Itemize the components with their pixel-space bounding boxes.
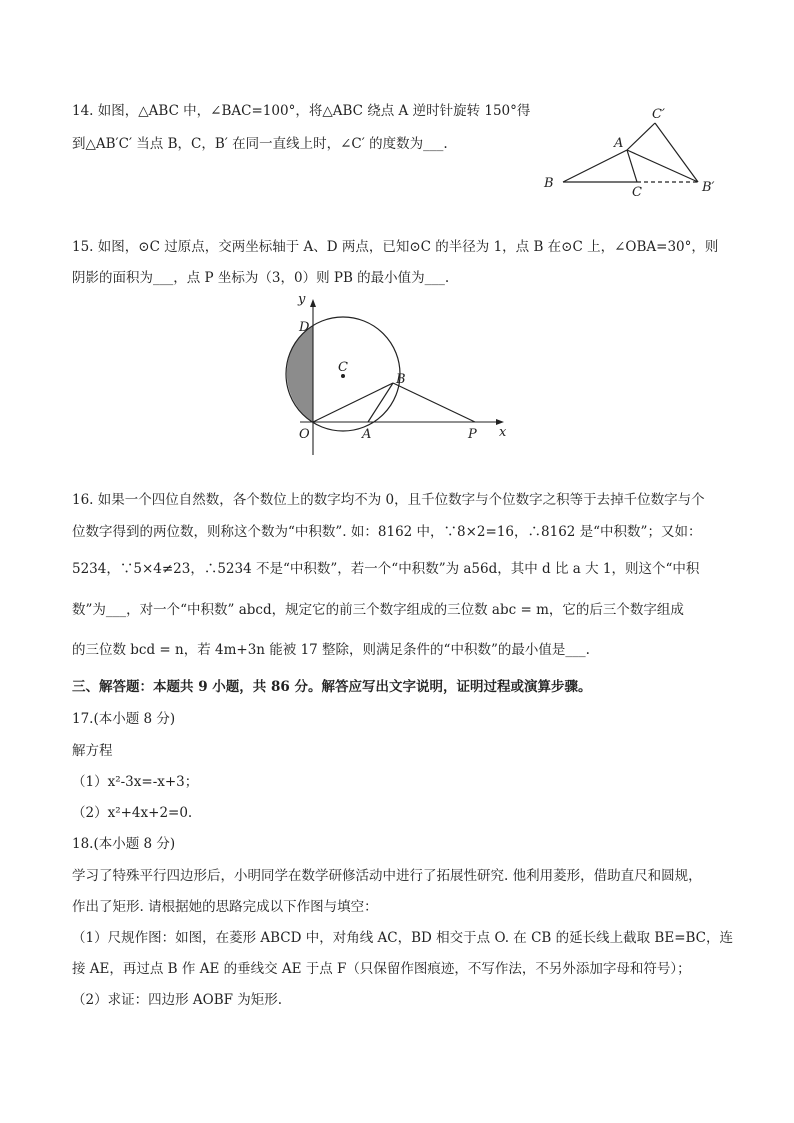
label-c: C [632,185,642,200]
q16-line2: 位数字得到的两位数，则称这个数为“中积数”. 如：8162 中，∵8×2=16，∴8162 是“中积数”；又如： [72,524,702,540]
label-y: y [298,292,306,307]
q18-line5: （2）求证：四边形 AOBF 为矩形. [72,992,283,1008]
label-o: O [299,427,310,442]
q16-line1: 16. 如果一个四位自然数，各个数位上的数字均不为 0，且千位数字与个位数字之积等于去掉千位数字与个 [72,492,705,508]
label-x: x [499,425,507,440]
q16-line5: 的三位数 bcd = n，若 4m+3n 能被 17 整除，则满足条件的“中积数”的最小值是___. [72,642,590,658]
q16-line3: 5234，∵5×4≠23，∴5234 不是“中积数”，若一个“中积数”为 a56d，其中 d 比 a 大 1，则这个“中积 [72,561,700,577]
label-c-prime: C′ [652,107,665,122]
q17-heading: 17.(本小题 8 分) [72,711,176,727]
label-a: A [614,136,624,151]
label-b-prime: B′ [702,180,715,195]
q18-line2: 作出了矩形. 请根据她的思路完成以下作图与填空： [72,899,378,915]
label-c: C [338,360,348,375]
label-p: P [468,427,477,442]
q15-line2: 阴影的面积为___，点 P 坐标为（3，0）则 PB 的最小值为___. [72,270,450,286]
q17-title: 解方程 [72,743,113,759]
q14-line2: 到△AB′C′ 当点 B，C，B′ 在同一直线上时，∠C′ 的度数为___. [72,136,448,152]
q15-line1: 15. 如图，⊙C 过原点，交两坐标轴于 A、D 两点，已知⊙C 的半径为 1，点 B 在⊙C 上，∠OBA=30°，则 [72,239,719,255]
q14-line1: 14. 如图，△ABC 中，∠BAC=100°，将△ABC 绕点 A 逆时针旋转 150°得 [72,103,531,119]
q18-line4: 接 AE，再过点 B 作 AE 的垂线交 AE 于点 F（只保留作图痕迹，不写作法，不另外添加字母和符号）； [72,961,691,977]
q16-line4: 数”为___，对一个“中积数” abcd，规定它的前三个数字组成的三位数 abc = m，它的后三个数字组成 [72,602,684,618]
label-d: D [299,320,310,335]
q18-heading: 18.(本小题 8 分) [72,836,176,852]
q17-eq2: （2）x²+4x+2=0. [72,805,193,821]
q17-eq1: （1）x²-3x=-x+3； [72,774,199,790]
section-heading: 三、解答题：本题共 9 小题，共 86 分。解答应写出文字说明，证明过程或演算步骤。 [72,679,592,695]
label-b: B [396,372,406,387]
label-a: A [362,427,372,442]
q18-line3: （1）尺规作图：如图，在菱形 ABCD 中，对角线 AC，BD 相交于点 O. 在 CB 的延长线上截取 BE=BC，连 [72,930,734,946]
label-b: B [544,176,554,191]
q18-line1: 学习了特殊平行四边形后，小明同学在数学研修活动中进行了拓展性研究. 他利用菱形，借助直尺和圆规， [72,868,702,884]
